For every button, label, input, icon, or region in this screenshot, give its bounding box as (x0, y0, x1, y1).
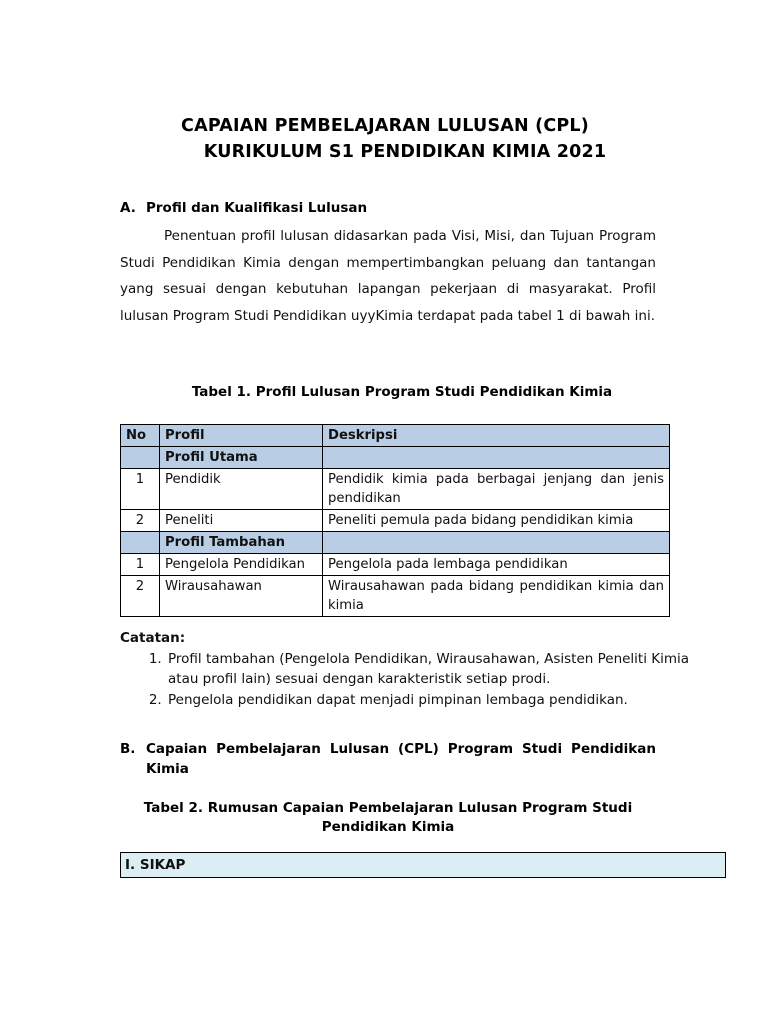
group-label-utama: Profil Utama (160, 447, 323, 469)
notes-heading: Catatan: (120, 630, 186, 646)
header-no: No (121, 425, 160, 447)
table-row (121, 510, 670, 532)
sikap-table-row: I. SIKAP (120, 852, 726, 878)
row-profil: Pendidik (160, 469, 323, 510)
section-a-title: Profil dan Kualifikasi Lulusan (146, 200, 368, 216)
row-profil: Wirausahawan (160, 576, 323, 617)
section-b-title: Capaian Pembelajaran Lulusan (CPL) Program Studi Pendidikan Kimia (146, 741, 656, 777)
group-cell-empty (323, 532, 670, 554)
group-cell-empty (121, 447, 160, 469)
row-no: 1 (121, 469, 160, 510)
section-b-letter: B. (120, 741, 136, 757)
row-no: 2 (121, 510, 160, 532)
table-1-caption: Tabel 1. Profil Lulusan Program Studi Pendidikan Kimia (191, 384, 613, 400)
notes-list (120, 650, 706, 713)
section-a-paragraph: Penentuan profil lulusan didasarkan pada Visi, Misi, dan Tujuan Program Studi Pendidikan Kimia dengan mempertimbangkan peluang dan tantangan yang sesuai dengan kebutuhan lapangan pekerjaan di masyarakat. Profil lulusan Program Studi Pendidikan uyyKimia terdapat pada tabel 1 di bawah ini. (120, 228, 656, 324)
table-header-row (121, 425, 670, 447)
section-a-heading (120, 200, 367, 216)
document-title-line-1: CAPAIAN PEMBELAJARAN LULUSAN (CPL) (181, 116, 589, 136)
profil-lulusan-table (120, 424, 670, 617)
header-deskripsi: Deskripsi (323, 425, 670, 447)
group-row-tambahan (121, 532, 670, 554)
row-deskripsi: Peneliti pemula pada bidang pendidikan kimia (323, 510, 670, 532)
row-deskripsi: Pengelola pada lembaga pendidikan (323, 554, 670, 576)
list-item: 1. Profil tambahan (Pengelola Pendidikan, Wirausahawan, Asisten Peneliti Kimia atau profil lain) sesuai dengan karakteristik setiap prodi. (166, 650, 706, 689)
section-b-heading (120, 739, 660, 779)
row-profil: Peneliti (160, 510, 323, 532)
table-row (121, 554, 670, 576)
list-item: 2. Pengelola pendidikan dapat menjadi pimpinan lembaga pendidikan. (166, 691, 706, 711)
section-a-letter: A. (120, 200, 136, 216)
group-label-tambahan: Profil Tambahan (160, 532, 323, 554)
row-no: 2 (121, 576, 160, 617)
row-deskripsi: Wirausahawan pada bidang pendidikan kimia dan kimia (323, 576, 670, 617)
row-deskripsi: Pendidik kimia pada berbagai jenjang dan jenis pendidikan (323, 469, 670, 510)
header-profil: Profil (160, 425, 323, 447)
document-title-line-2: KURIKULUM S1 PENDIDIKAN KIMIA 2021 (203, 142, 607, 162)
table-row (121, 576, 670, 617)
group-cell-empty (323, 447, 670, 469)
table-row (121, 469, 670, 510)
row-no: 1 (121, 554, 160, 576)
table-2-caption: Tabel 2. Rumusan Capaian Pembelajaran Lulusan Program Studi Pendidikan Kimia (143, 800, 633, 835)
row-profil: Pengelola Pendidikan (160, 554, 323, 576)
section-a-paragraph-block (120, 223, 656, 329)
group-row-utama (121, 447, 670, 469)
group-cell-empty (121, 532, 160, 554)
